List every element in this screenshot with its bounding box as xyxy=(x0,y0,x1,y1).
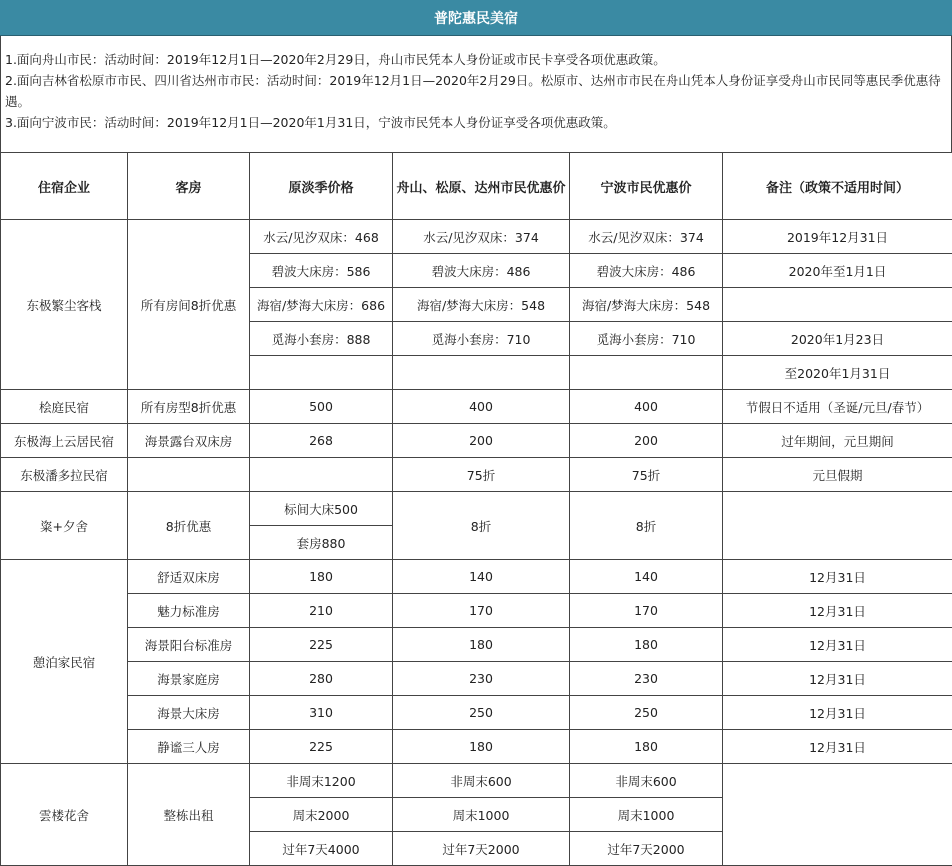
header-original-price: 原淡季价格 xyxy=(250,153,393,220)
table-cell: 400 xyxy=(570,390,723,424)
table-cell: 所有房型8折优惠 xyxy=(128,390,250,424)
table-cell: 225 xyxy=(250,730,393,764)
table-row xyxy=(1,390,952,424)
table-row xyxy=(1,764,952,798)
table-cell: 所有房间8折优惠 xyxy=(128,220,250,390)
header-room: 客房 xyxy=(128,153,250,220)
table-cell: 170 xyxy=(570,594,723,628)
table-cell: 过年7天2000 xyxy=(570,832,723,866)
table-cell: 水云/见汐双床：374 xyxy=(570,220,723,254)
table-cell: 觅海小套房：888 xyxy=(250,322,393,356)
table-cell: 静谧三人房 xyxy=(128,730,250,764)
table-cell: 海景阳台标准房 xyxy=(128,628,250,662)
table-cell: 至2020年1月31日 xyxy=(723,356,952,390)
table-cell: 500 xyxy=(250,390,393,424)
table-cell: 230 xyxy=(393,662,570,696)
table-row xyxy=(1,662,952,696)
table-cell: 东极潘多拉民宿 xyxy=(1,458,128,492)
page-title: 普陀惠民美宿 xyxy=(0,0,952,36)
table-cell: 周末1000 xyxy=(393,798,570,832)
table-cell: 过年期间，元旦期间 xyxy=(723,424,952,458)
table-cell: 400 xyxy=(393,390,570,424)
table-cell: 憩泊家民宿 xyxy=(1,560,128,764)
table-cell: 非周末600 xyxy=(393,764,570,798)
note-1: 1.面向舟山市民：活动时间：2019年12月1日—2020年2月29日，舟山市民凭本人身份证或市民卡享受各项优惠政策。 xyxy=(5,52,666,67)
table-cell: 140 xyxy=(570,560,723,594)
table-cell xyxy=(128,458,250,492)
table-cell: 12月31日 xyxy=(723,628,952,662)
table-cell: 觅海小套房：710 xyxy=(393,322,570,356)
table-cell xyxy=(250,356,393,390)
table-cell xyxy=(723,288,952,322)
table-cell: 180 xyxy=(250,560,393,594)
table-row xyxy=(1,594,952,628)
table-cell: 水云/见汐双床：374 xyxy=(393,220,570,254)
table-cell: 非周末600 xyxy=(570,764,723,798)
pricing-table xyxy=(0,152,952,866)
table-cell: 180 xyxy=(393,628,570,662)
table-cell: 标间大床500 xyxy=(250,492,393,526)
table-cell: 魅力标准房 xyxy=(128,594,250,628)
policy-notes xyxy=(0,36,952,152)
table-cell: 粢+夕舍 xyxy=(1,492,128,560)
table-header-row xyxy=(1,153,952,220)
table-cell xyxy=(570,356,723,390)
table-cell: 180 xyxy=(570,628,723,662)
table-cell: 180 xyxy=(570,730,723,764)
table-cell: 8折优惠 xyxy=(128,492,250,560)
table-cell: 海景露台双床房 xyxy=(128,424,250,458)
table-cell: 180 xyxy=(393,730,570,764)
table-row xyxy=(1,628,952,662)
note-2: 2.面向吉林省松原市市民、四川省达州市市民：活动时间：2019年12月1日—2020年2月29日。松原市、达州市市民在舟山凭本人身份证享受舟山市民同等惠民季优惠待遇。 xyxy=(5,73,941,109)
table-row xyxy=(1,560,952,594)
table-cell: 海景大床房 xyxy=(128,696,250,730)
table-cell: 雲楼花舍 xyxy=(1,764,128,866)
table-cell: 75折 xyxy=(570,458,723,492)
table-cell: 250 xyxy=(570,696,723,730)
table-cell: 海景家庭房 xyxy=(128,662,250,696)
table-row xyxy=(1,730,952,764)
table-cell xyxy=(393,356,570,390)
table-cell: 碧波大床房：486 xyxy=(393,254,570,288)
table-cell: 觅海小套房：710 xyxy=(570,322,723,356)
table-cell: 230 xyxy=(570,662,723,696)
table-cell: 12月31日 xyxy=(723,662,952,696)
table-cell: 75折 xyxy=(393,458,570,492)
table-cell: 周末2000 xyxy=(250,798,393,832)
table-cell xyxy=(723,492,952,560)
table-cell: 东极海上云居民宿 xyxy=(1,424,128,458)
table-cell: 整栋出租 xyxy=(128,764,250,866)
header-zhoushan-price: 舟山、松原、达州市民优惠价 xyxy=(393,153,570,220)
table-cell: 海宿/梦海大床房：548 xyxy=(570,288,723,322)
table-cell: 东极繁尘客栈 xyxy=(1,220,128,390)
table-cell: 非周末1200 xyxy=(250,764,393,798)
table-cell: 海宿/梦海大床房：548 xyxy=(393,288,570,322)
table-cell xyxy=(250,458,393,492)
table-cell: 碧波大床房：586 xyxy=(250,254,393,288)
table-cell: 268 xyxy=(250,424,393,458)
table-cell: 碧波大床房：486 xyxy=(570,254,723,288)
table-cell: 210 xyxy=(250,594,393,628)
table-cell: 12月31日 xyxy=(723,696,952,730)
table-row xyxy=(1,458,952,492)
table-cell xyxy=(723,764,952,866)
table-cell: 2019年12月31日 xyxy=(723,220,952,254)
table-cell: 280 xyxy=(250,662,393,696)
table-cell: 海宿/梦海大床房：686 xyxy=(250,288,393,322)
table-cell: 过年7天4000 xyxy=(250,832,393,866)
table-cell: 140 xyxy=(393,560,570,594)
table-cell: 节假日不适用（圣诞/元旦/春节） xyxy=(723,390,952,424)
table-cell: 12月31日 xyxy=(723,560,952,594)
table-cell: 过年7天2000 xyxy=(393,832,570,866)
table-cell: 12月31日 xyxy=(723,730,952,764)
table-cell: 250 xyxy=(393,696,570,730)
table-cell: 套房880 xyxy=(250,526,393,560)
table-cell: 周末1000 xyxy=(570,798,723,832)
header-ningbo-price: 宁波市民优惠价 xyxy=(570,153,723,220)
header-company: 住宿企业 xyxy=(1,153,128,220)
table-cell: 桧庭民宿 xyxy=(1,390,128,424)
table-cell: 225 xyxy=(250,628,393,662)
table-cell: 12月31日 xyxy=(723,594,952,628)
table-row xyxy=(1,424,952,458)
table-cell: 2020年1月23日 xyxy=(723,322,952,356)
table-cell: 2020年至1月1日 xyxy=(723,254,952,288)
note-3: 3.面向宁波市民：活动时间：2019年12月1日—2020年1月31日，宁波市民凭本人身份证享受各项优惠政策。 xyxy=(5,115,616,130)
table-cell: 200 xyxy=(393,424,570,458)
table-row xyxy=(1,696,952,730)
table-cell: 170 xyxy=(393,594,570,628)
table-cell: 200 xyxy=(570,424,723,458)
table-cell: 舒适双床房 xyxy=(128,560,250,594)
table-row xyxy=(1,220,952,254)
table-cell: 8折 xyxy=(570,492,723,560)
table-cell: 8折 xyxy=(393,492,570,560)
table-cell: 水云/见汐双床：468 xyxy=(250,220,393,254)
table-row xyxy=(1,492,952,526)
header-remarks: 备注（政策不适用时间） xyxy=(723,153,952,220)
table-cell: 元旦假期 xyxy=(723,458,952,492)
table-cell: 310 xyxy=(250,696,393,730)
